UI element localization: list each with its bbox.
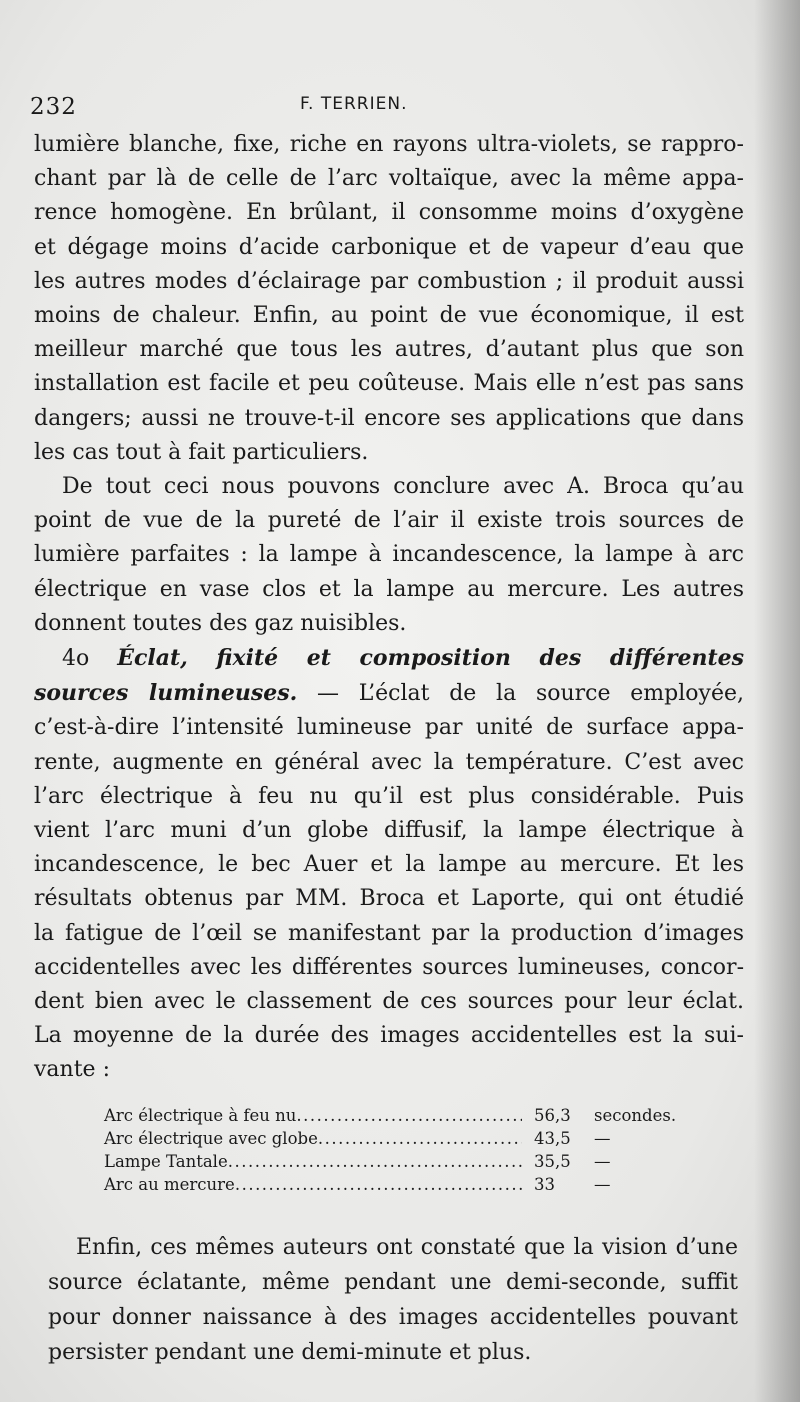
text-run: — L’éclat de la source employée, (317, 681, 744, 707)
text-line: lumière parfaites : la lampe à incandescence, la lampe à arc (34, 542, 744, 568)
text-line: l’arc électrique à feu nu qu’il est plus considérable. Puis (34, 783, 744, 809)
table-row (104, 1173, 684, 1196)
text-line: rente, augmente en général avec la température. C’est avec (34, 749, 744, 775)
text-line: vante : (34, 1057, 110, 1083)
text-line: électrique en vase clos et la lampe au mercure. Les autres (34, 576, 744, 602)
section-heading-line (34, 641, 744, 676)
text-line: résultats obtenus par MM. Broca et Laporte, qui ont étudié (34, 886, 744, 912)
duration-value: 33 (534, 1175, 555, 1194)
page-number: 232 (30, 94, 77, 120)
page-edge-shadow (754, 0, 800, 1402)
source-name: Lampe Tantale (104, 1152, 228, 1171)
text-line: accidentelles avec les différentes sources lumineuses, concor- (34, 954, 744, 980)
text-line: dangers; aussi ne trouve-t-il encore ses applications que dans (34, 405, 744, 431)
duration-value: 43,5 (534, 1129, 571, 1148)
duration-unit: — (594, 1175, 611, 1194)
text-line: meilleur marché que tous les autres, d’autant plus que son (34, 337, 744, 363)
duration-value: 35,5 (534, 1152, 571, 1171)
body-text (34, 128, 744, 1088)
text-line: Enfin, ces mêmes auteurs ont constaté que la vision d’une (76, 1235, 738, 1260)
leader-dots (235, 1173, 522, 1196)
section-heading: Éclat, fixité et composition des différentes (117, 645, 744, 672)
source-name: Arc électrique à feu nu (104, 1106, 297, 1125)
text-line: point de vue de la pureté de l’air il existe trois sources de (34, 508, 744, 534)
running-head: F. TERRIEN. (300, 94, 408, 114)
duration-value: 56,3 (534, 1106, 571, 1125)
source-name: Arc au mercure (104, 1175, 235, 1194)
table-row (104, 1104, 684, 1127)
text-line: lumière blanche, fixe, riche en rayons ultra-violets, se rappro- (34, 132, 744, 157)
duration-unit: — (594, 1152, 611, 1171)
text-line: dent bien avec le classement de ces sources pour leur éclat. (34, 989, 744, 1015)
text-line: La moyenne de la durée des images accidentelles est la sui- (34, 1023, 744, 1049)
text-line: pour donner naissance à des images accidentelles pouvant (48, 1305, 738, 1330)
duration-table (104, 1104, 684, 1196)
text-line: installation est facile et peu coûteuse. Mais elle n’est pas sans (34, 371, 744, 397)
table-row (104, 1127, 684, 1150)
table-row (104, 1150, 684, 1173)
leader-dots (318, 1127, 522, 1150)
text-line: donnent toutes des gaz nuisibles. (34, 610, 407, 636)
page-header (30, 94, 720, 126)
source-name: Arc électrique avec globe (104, 1129, 318, 1148)
text-line: moins de chaleur. Enfin, au point de vue économique, il est (34, 303, 744, 329)
text-line: chant par là de celle de l’arc voltaïque, avec la même appa- (34, 166, 744, 192)
leader-dots (296, 1104, 522, 1127)
text-line: De tout ceci nous pouvons conclure avec A. Broca qu’au (62, 474, 744, 500)
text-line: et dégage moins d’acide carbonique et de vapeur d’eau que (34, 234, 744, 260)
text-line: source éclatante, même pendant une demi-seconde, suffit (48, 1270, 738, 1295)
text-line: persister pendant une demi-minute et plus. (48, 1340, 532, 1365)
text-line: rence homogène. En brûlant, il consomme moins d’oxygène (34, 200, 744, 226)
leader-dots (228, 1150, 522, 1173)
closing-paragraph (48, 1230, 738, 1370)
text-line: la fatigue de l’œil se manifestant par la production d’images (34, 920, 744, 946)
text-line: les cas tout à fait particuliers. (34, 439, 369, 465)
text-line: les autres modes d’éclairage par combustion ; il produit aussi (34, 268, 744, 294)
text-line: c’est-à-dire l’intensité lumineuse par unité de surface appa- (34, 715, 744, 741)
text-line (34, 676, 744, 711)
text-line: incandescence, le bec Auer et la lampe au mercure. Et les (34, 852, 744, 878)
duration-unit: secondes. (594, 1106, 677, 1125)
duration-unit: — (594, 1129, 611, 1148)
text-line: vient l’arc muni d’un globe diffusif, la lampe électrique à (34, 818, 744, 844)
section-number: 4o (62, 646, 90, 672)
section-heading-cont: sources lumineuses. (34, 680, 298, 707)
